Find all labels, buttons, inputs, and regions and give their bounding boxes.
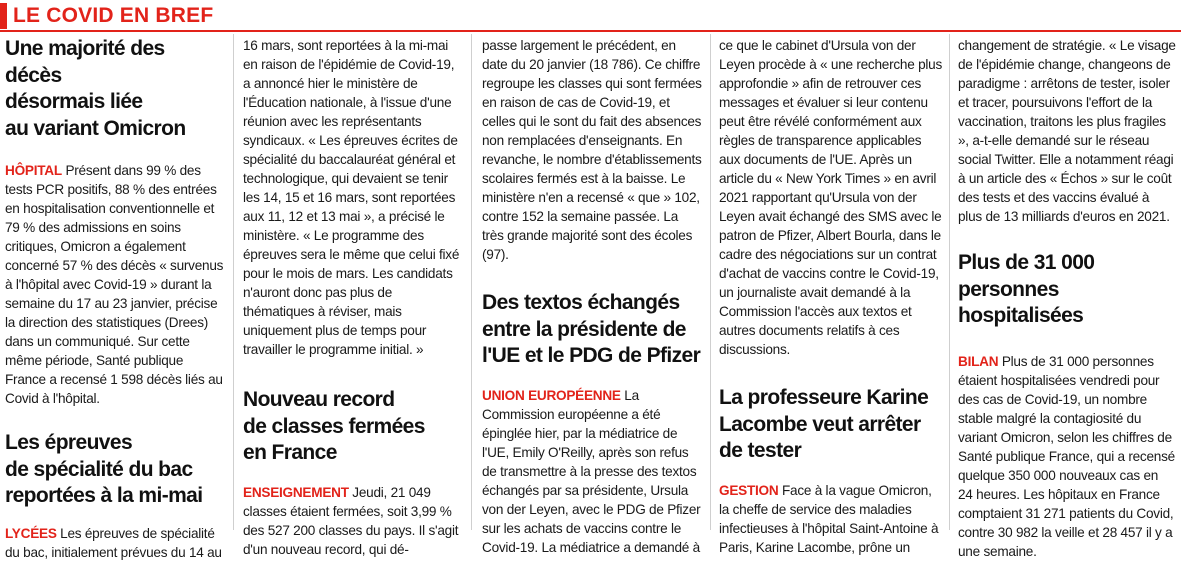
section-rule [0,30,1181,32]
article-4-body-cont: ce que le cabinet d'Ursula von der Leyen procède à « une recherche plus approfondie » afin de retrouver ces messages et évaluer si leur contenu peut être révélé conformément aux règles de transparence applicables aux documents de l'UE. Après un article du « New York Times » en avril 2021 rapportant qu'Ursula von der Leyen avait échangé des SMS avec le patron de Pfizer, Albert Bourla, dans le cadre des négociations sur un contrat d'achat de vaccins contre le Covid-19, un journaliste avait demandé à la Commission l'accès aux textos et autres documents relatifs à ces discussions. [719,38,943,357]
article-5-headline: La professeure Karine Lacombe veut arrêter de tester [719,386,929,462]
column-4 [719,36,943,555]
column-1 [5,36,225,560]
column-2 [243,36,465,557]
article-5-body-start: GESTION Face à la vague Omicron, la cheffe de service des maladies infectieuses à l'hôpital Saint-Antoine à Paris, Karine Lacombe, prône un [719,482,939,555]
article-1-body: HÔPITAL Présent dans 99 % des tests PCR positifs, 88 % des entrées en hospitalisation conventionnelle et 79 % des admissions en soins critiques, Omicron a également concerné 57 % des décès « survenus à l'hôpital avec Covid-19 » durant la semaine du 17 au 23 janvier, précise la direction des statistiques (Drees) dans un communiqué. Sur cette même période, Santé publique France a recensé 1 598 décès liés au Covid à l'hôpital. [5,163,224,406]
article-1-kicker: HÔPITAL [5,163,62,178]
article-1-headline: Une majorité des décès désormais liée au variant Omicron [5,37,186,140]
article-3-kicker: ENSEIGNEMENT [243,484,349,500]
section-title: LE COVID EN BREF [13,4,214,27]
article-5-kicker: GESTION [719,482,779,498]
article-5-body-cont: changement de stratégie. « Le visage de l'épidémie change, changeons de paradigme : arrêtons de tester, isoler et tracer, poursuivons l'effort de la vaccination, traitons les plus fragiles », a-t-elle demandé sur le réseau social Twitter. Elle a notamment réagi à un article des « Échos » sur le coût des tests et des vaccins évalué à plus de 13 milliards d'euros en 2021. [958,38,1176,224]
article-6-body: BILAN Plus de 31 000 personnes étaient hospitalisées vendredi pour des cas de Covid-19, un nombre stable malgré la contagiosité du variant Omicron, selon les chiffres de Santé publique France, qui a recensé quelque 350 000 nouveaux cas en 24 heures. Les hôpitaux en France comptaient 31 271 patients du Covid, contre 30 982 la veille et 28 457 il y a une semaine. [958,353,1175,559]
article-2-kicker: LYCÉES [5,525,57,541]
banner-accent-bar [0,3,7,29]
article-6-kicker: BILAN [958,353,999,369]
article-2-headline: Les épreuves de spécialité du bac reportées à la mi-mai [5,431,203,507]
column-divider [471,34,472,530]
article-3-body-start: ENSEIGNEMENT Jeudi, 21 049 classes étaient fermées, soit 3,99 % des 527 200 classes du pays. Il s'agit d'un nouveau record, qui dé- [243,484,459,557]
column-3 [482,36,703,555]
column-5 [958,36,1176,559]
article-4-headline: Des textos échangés entre la présidente de l'UE et le PDG de Pfizer [482,291,701,367]
column-divider [949,34,950,530]
section-banner [0,3,213,29]
article-2-body-cont: 16 mars, sont reportées à la mi-mai en raison de l'épidémie de Covid-19, a annoncé hier le ministère de l'Éducation nationale, à l'issue d'une réunion avec les représentants syndicaux. « Les épreuves écrites de spécialité du baccalauréat général et technologique, qui devaient se tenir les 14, 15 et 16 mars, sont reportées aux 11, 12 et 13 mai », a précisé le ministère. « Le programme des épreuves sera le même que celui fixé pour le mois de mars. Les candidats n'auront donc pas plus de thématiques à réviser, mais uniquement plus de temps pour travailler le programme initial. » [243,38,460,357]
column-divider [710,34,711,530]
column-divider [233,34,234,530]
article-3-headline: Nouveau record de classes fermées en France [243,388,425,464]
article-3-body-cont: passe largement le précédent, en date du 20 janvier (18 786). Ce chiffre regroupe les classes qui sont fermées en raison de cas de Covid-19, et celles qui le sont du fait des absences non remplacées d'enseignants. En revanche, le nombre d'établissements scolaires fermés est à la baisse. Le ministère n'en a recensé « que » 102, contre 152 la semaine passée. La très grande majorité sont des écoles (97). [482,38,702,262]
article-4-kicker: UNION EUROPÉENNE [482,387,621,403]
article-2-body-start: LYCÉES Les épreuves de spécialité du bac, initialement prévues du 14 au [5,525,222,560]
article-4-body-start: UNION EUROPÉENNE La Commission européenne a été épinglée hier, par la médiatrice de l'UE, Emily O'Reilly, après son refus de transmettre à la presse des textos échangés par sa présidente, Ursula von der Leyen, avec le PDG de Pfizer sur les achats de vaccins contre le Covid-19. La médiatrice a demandé à [482,387,701,555]
article-6-headline: Plus de 31 000 personnes hospitalisées [958,251,1095,327]
